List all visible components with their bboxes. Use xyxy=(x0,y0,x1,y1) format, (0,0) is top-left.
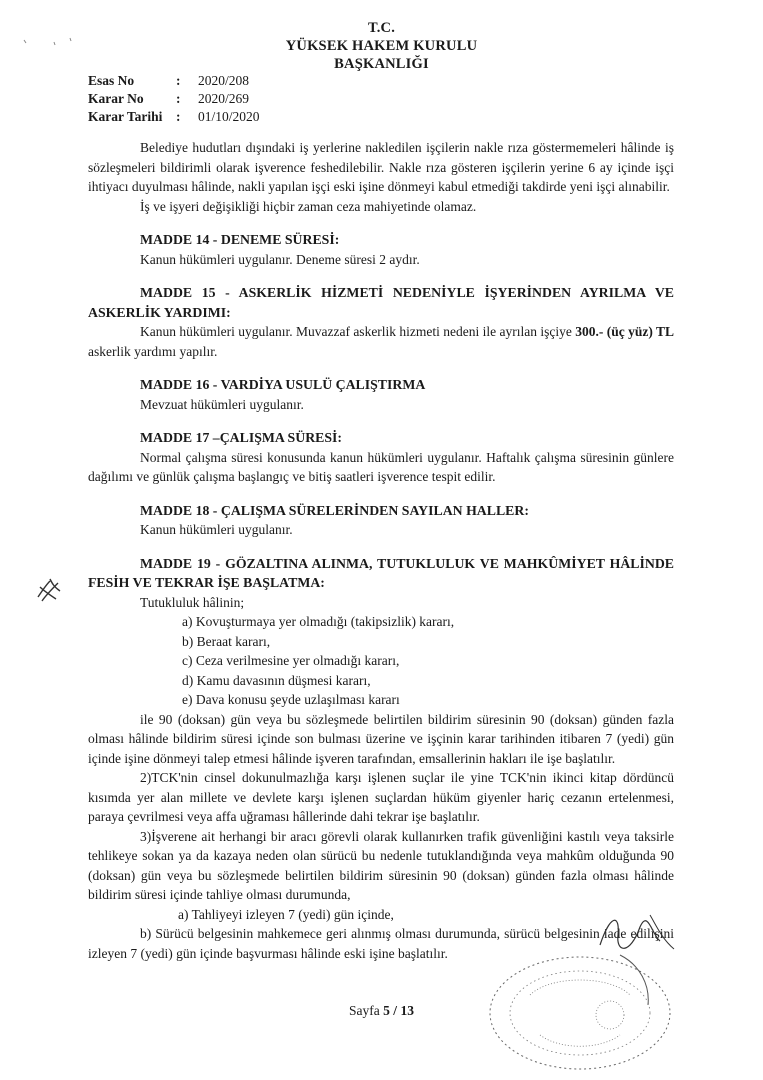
article-19-sub-a: a) Tahliyeyi izleyen 7 (yedi) gün içinde, xyxy=(178,906,394,922)
meta-label: Karar Tarihi xyxy=(88,109,163,124)
page-current: 5 xyxy=(383,1003,390,1018)
meta-label: Karar No xyxy=(88,91,144,106)
official-stamp-icon xyxy=(470,935,680,1075)
article-15-text xyxy=(88,322,674,361)
meta-row-karar-tarihi xyxy=(88,108,260,126)
list-item: d) Kamu davasının düşmesi kararı, xyxy=(182,672,371,688)
meta-sep: : xyxy=(176,109,181,124)
article-17-title: MADDE 17 –ÇALIŞMA SÜRESİ: xyxy=(140,430,342,445)
document-body xyxy=(88,138,674,963)
article-19-title: MADDE 19 - GÖZALTINA ALINMA, TUTUKLULUK VE MAHKÛMİYET HÂLİNDE FESİH VE TEKRAR İŞE BAŞLATMA: xyxy=(88,555,674,590)
meta-row-esas xyxy=(88,72,260,90)
meta-value: 2020/208 xyxy=(198,73,250,88)
header-department: BAŞKANLIĞI xyxy=(334,56,429,72)
article-19-paragraph-2: 2)TCK'nin cinsel dokunulmazlığa karşı işlenen suçlar ile yine TCK'nin ikinci kitap dördüncü kısımda yer alan millete ve devlete karşı işlenen suçlardan hüküm giyenler hariç cezanın ertelenmesi, paraya çevrilmesi veya affa uğraması hâllerinde dahi tekrar işe başlatılır. xyxy=(88,770,674,824)
intro-paragraph-2: İş ve işyeri değişikliği hiçbir zaman ceza mahiyetinde olamaz. xyxy=(140,198,477,214)
article-16-title: MADDE 16 - VARDİYA USULÜ ÇALIŞTIRMA xyxy=(140,377,426,392)
meta-value: 2020/269 xyxy=(198,91,250,106)
list-item: a) Kovuşturmaya yer olmadığı (takipsizlik) kararı, xyxy=(182,614,455,629)
article-14-title: MADDE 14 - DENEME SÜRESİ: xyxy=(140,232,340,247)
meta-sep: : xyxy=(176,91,181,106)
page-sep: / xyxy=(389,1003,401,1018)
page-label: Sayfa xyxy=(349,1003,384,1018)
meta-row-karar xyxy=(88,90,260,108)
scan-marks-icon xyxy=(18,34,78,54)
page-total: 13 xyxy=(400,1003,414,1018)
article-19-paragraph-1: ile 90 (doksan) gün veya bu sözleşmede belirtilen bildirim süresinin 90 (doksan) günden fazla olması hâlinde bildirim süresi içinde son bulması üzerine ve işçinin karar tarihinden itibaren 7 (yedi) gün içinde işine dönmeyi talep etmesi hâlinde işveren tarafından, emsallerinin hakları ile işe başlatılır. xyxy=(88,711,674,766)
article-14-text: Kanun hükümleri uygulanır. Deneme süresi 2 aydır. xyxy=(140,251,420,267)
list-item: e) Dava konusu şeyde uzlaşılması kararı xyxy=(182,692,400,707)
article-17-text: Normal çalışma süresi konusunda kanun hükümleri uygulanır. Haftalık çalışma süresinin günlere dağılımı ve günlük çalışma başlangıç ve bitiş saatleri işverence tespit edilir. xyxy=(88,449,674,484)
header-institution: YÜKSEK HAKEM KURULU xyxy=(285,38,478,54)
article-16-text: Mevzuat hükümleri uygulanır. xyxy=(140,396,304,412)
meta-sep: : xyxy=(176,73,181,88)
margin-initials-icon xyxy=(32,573,66,607)
list-item: b) Beraat kararı, xyxy=(182,633,271,649)
meta-value: 01/10/2020 xyxy=(198,109,260,124)
article-19-intro: Tutukluluk hâlinin; xyxy=(140,594,245,610)
intro-paragraph-1: Belediye hudutları dışındaki iş yerlerine nakledilen işçilerin nakle rıza göstermemeleri hâlinde iş sözleşmeleri bildirimli olarak işverence feshedilebilir. Nakle rıza gösteren işçilerin yerine 6 ay içinde işçi ihtiyacı duyulması hâlinde, nakli yapılan işçi eski işine dönmeyi kabul etmediği takdirde yeni işçi alınabilir. xyxy=(88,140,674,194)
header-tc: T.C. xyxy=(367,20,396,36)
case-meta xyxy=(88,72,260,126)
article-15-text-b: askerlik yardımı yapılır. xyxy=(88,343,218,359)
article-19-paragraph-3: 3)İşverene ait herhangi bir aracı görevli olarak kullanırken trafik güvenliğini kastılı veya taksirle tehlikeye sokan ya da kazaya neden olan sürücü bu nedenle tutuklandığında veya mahkûm olduğunda 90 (doksan) gün veya bu sözleşmede belirtilen bildirim süresinin 90 (doksan) günden fazla olması hâlinde bildirim süresi içinde tahliye olması durumunda, xyxy=(88,828,674,902)
article-15-amount: 300.- (üç yüz) TL xyxy=(575,324,675,339)
article-18-title: MADDE 18 - ÇALIŞMA SÜRELERİNDEN SAYILAN HALLER: xyxy=(140,502,529,518)
article-15-title: MADDE 15 - ASKERLİK HİZMETİ NEDENİYLE İŞYERİNDEN AYRILMA VE ASKERLİK YARDIMI: xyxy=(88,285,674,320)
list-item: c) Ceza verilmesine yer olmadığı kararı, xyxy=(182,653,400,668)
meta-label: Esas No xyxy=(88,73,135,88)
article-18-text: Kanun hükümleri uygulanır. xyxy=(140,522,293,537)
article-15-text-a: Kanun hükümleri uygulanır. Muvazzaf askerlik hizmeti nedeni ile ayrılan işçiye xyxy=(140,324,576,339)
article-19-sub-b: b) Sürücü belgesinin mahkemece geri alınmış olması durumunda, sürücü belgesinin iade edilişini izleyen 7 (yedi) gün içinde başvurması hâlinde eski işine başlatılır. xyxy=(88,926,674,961)
